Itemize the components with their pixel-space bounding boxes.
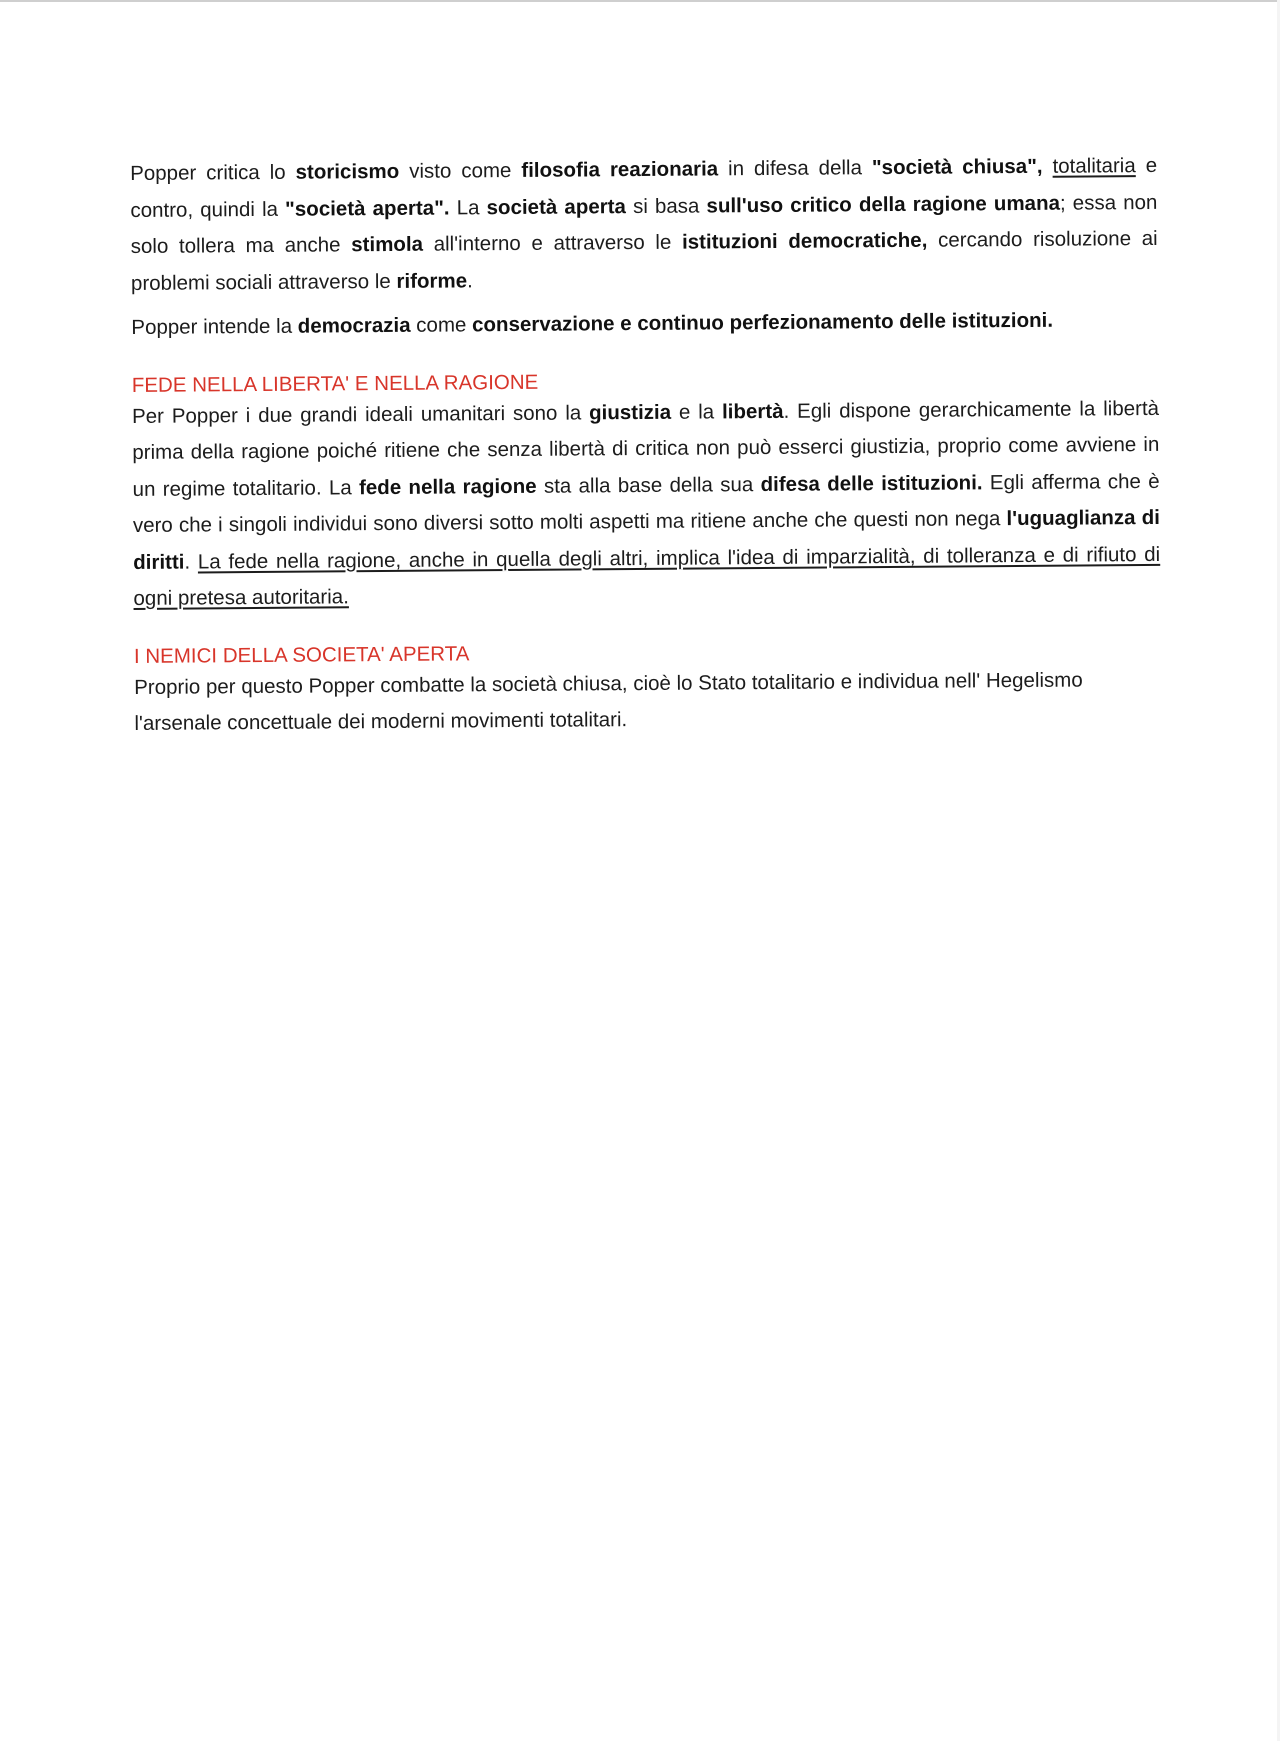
underlined-term-totalitaria: totalitaria bbox=[1052, 154, 1136, 178]
text-run: come bbox=[410, 313, 473, 337]
text-run: sta alla base della sua bbox=[536, 472, 761, 498]
section-heading-nemici-societa-aperta: I NEMICI DELLA SOCIETA' APERTA bbox=[133, 641, 470, 668]
text-run: . Egli dispone gerarchicamente la libertà prima della ragione poiché ritiene che senza libertà di critica non può esserci giustizia, proprio come avviene in un regime totalitario. La bbox=[132, 396, 1160, 501]
text-run: ; essa non solo tollera ma anche bbox=[130, 190, 1158, 258]
bold-term-difesa-istituzioni: difesa delle istituzioni. bbox=[760, 470, 983, 496]
bold-term-societa-aperta: società aperta bbox=[486, 194, 626, 219]
text-run: e la bbox=[670, 399, 723, 424]
bold-term-filosofia-reazionaria: filosofia reazionaria bbox=[521, 157, 719, 182]
text-run: Egli afferma che è vero che i singoli individui sono diversi sotto molti aspetti ma ritiene anche che questi non nega bbox=[132, 469, 1160, 537]
section-body-nemici-societa-aperta: Proprio per questo Popper combatte la società chiusa, cioè lo Stato totalitario e individua nell' Hegelismo l'arsenale concettuale dei moderni movimenti totalitari. bbox=[134, 668, 1083, 735]
text-run: cercando risoluzione ai problemi sociali attraverso le bbox=[130, 226, 1158, 295]
bold-term-uguaglianza-diritti: l'uguaglianza di diritti bbox=[133, 505, 1160, 574]
bold-term-giustizia: giustizia bbox=[588, 400, 672, 424]
intro-paragraph-2 bbox=[131, 302, 1158, 347]
bold-term-stimola: stimola bbox=[351, 232, 424, 257]
bold-term-conservazione-perfezionamento: conservazione e continuo perfezionamento delle istituzioni. bbox=[471, 308, 1054, 337]
text-run: all'interno e attraverso le bbox=[422, 230, 683, 256]
text-run: Popper critica lo bbox=[130, 160, 296, 185]
bold-term-societa-chiusa: "società chiusa", bbox=[871, 154, 1043, 180]
text-run: . bbox=[184, 549, 198, 574]
bold-term-democrazia: democrazia bbox=[297, 313, 411, 338]
underlined-sentence-fede-ragione: La fede nella ragione, anche in quella degli altri, implica l'idea di imparzialità, di tolleranza e di rifiuto di ogni pretesa autoritaria. bbox=[133, 542, 1161, 610]
intro-paragraph-1 bbox=[130, 148, 1158, 302]
text-run: e contro, quindi la bbox=[130, 153, 1158, 222]
document-page bbox=[130, 148, 1162, 743]
bold-term-fede-nella-ragione: fede nella ragione bbox=[358, 474, 537, 499]
text-run: Per Popper i due grandi ideali umanitari sono la bbox=[131, 400, 590, 428]
bold-term-societa-aperta-quoted: "società aperta". bbox=[285, 195, 450, 221]
text-run: visto come bbox=[399, 158, 522, 183]
text-run: si basa bbox=[625, 193, 707, 218]
text-run: La bbox=[449, 195, 487, 219]
bold-term-istituzioni-democratiche: istituzioni democratiche, bbox=[681, 228, 928, 254]
text-run: . bbox=[467, 268, 473, 292]
bold-term-storicismo: storicismo bbox=[295, 159, 400, 184]
text-run: Popper intende la bbox=[131, 314, 298, 339]
bold-term-riforme: riforme bbox=[396, 268, 468, 293]
section-body-fede-liberta-ragione bbox=[132, 390, 1161, 617]
scan-top-edge bbox=[0, 0, 1280, 2]
bold-term-liberta: libertà bbox=[721, 399, 784, 423]
text-run: in difesa della bbox=[718, 156, 872, 181]
bold-term-uso-critico-ragione: sull'uso critico della ragione umana bbox=[706, 191, 1061, 217]
section-heading-fede-liberta-ragione: FEDE NELLA LIBERTA' E NELLA RAGIONE bbox=[131, 370, 539, 397]
